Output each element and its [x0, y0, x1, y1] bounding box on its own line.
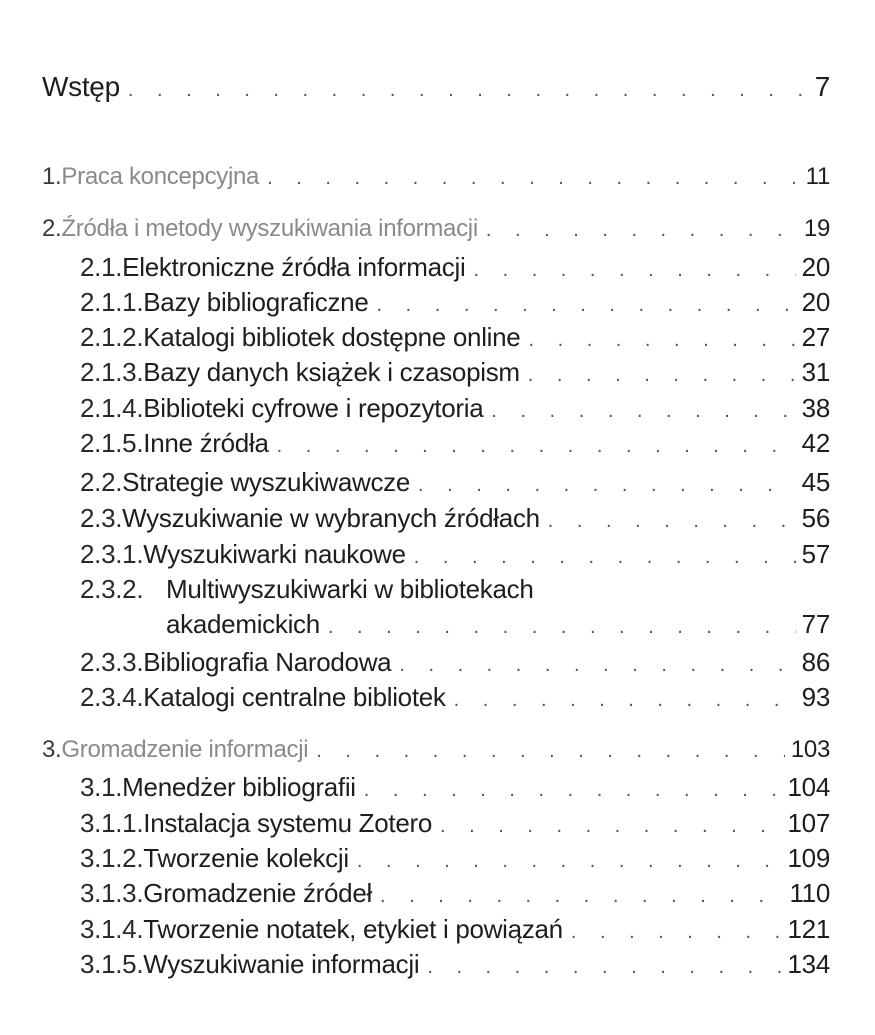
dot-leader — [440, 809, 782, 843]
toc-entry-intro[interactable] — [42, 70, 830, 107]
toc-entry-number: 2.1.2. — [80, 322, 144, 352]
dot-leader — [427, 950, 781, 984]
toc-entry[interactable] — [80, 680, 830, 717]
dot-leader — [454, 683, 796, 717]
toc-entry-page: 27 — [801, 322, 830, 352]
toc-entry-page: 19 — [803, 215, 830, 242]
toc-entry-title: Wstęp — [42, 71, 120, 102]
toc-chapter-1[interactable] — [42, 160, 830, 195]
toc-entry-title: Katalogi bibliotek dostępne online — [143, 322, 521, 352]
toc-entry[interactable] — [80, 537, 830, 574]
toc-entry[interactable] — [80, 947, 830, 984]
toc-entry-page: 11 — [805, 163, 830, 190]
toc-entry-page: 107 — [787, 808, 830, 838]
dot-leader — [277, 429, 796, 463]
dot-leader — [377, 288, 796, 322]
toc-entry-page: 93 — [801, 682, 830, 712]
dot-leader — [399, 648, 795, 682]
toc-entry-title: Multiwyszukiwarki w bibliotekach — [166, 574, 534, 604]
toc-entry[interactable] — [80, 572, 830, 606]
toc-entry-title: Gromadzenie informacji — [61, 736, 309, 763]
toc-entry-title: Instalacja systemu Zotero — [143, 808, 432, 838]
toc-entry-number: 2.3.2. — [80, 574, 144, 604]
toc-entry[interactable] — [80, 501, 830, 538]
toc-entry-number: 3.1.5. — [80, 949, 144, 979]
toc-entry-page: 103 — [790, 736, 830, 763]
dot-leader — [486, 213, 798, 247]
toc-entry-page: 7 — [814, 71, 830, 102]
toc-entry[interactable] — [80, 320, 830, 357]
toc-entry-page: 57 — [801, 539, 830, 569]
toc-entry-title: Bazy bibliograficzne — [143, 287, 369, 317]
toc-entry-number: 3.1.4. — [80, 914, 144, 944]
dot-leader — [414, 540, 796, 574]
toc-entry-page: 42 — [801, 428, 830, 458]
toc-entry[interactable] — [80, 876, 830, 913]
toc-entry-page: 31 — [801, 357, 830, 387]
toc-entry-page: 86 — [801, 647, 830, 677]
toc-entry[interactable] — [80, 285, 830, 322]
dot-leader — [548, 504, 796, 538]
toc-entry-number: 2.3. — [80, 503, 123, 533]
toc-entry[interactable] — [80, 426, 830, 463]
toc-entry-number: 1. — [42, 163, 62, 190]
toc-entry-number: 2. — [42, 215, 62, 242]
toc-entry-title: Elektroniczne źródła informacji — [122, 252, 466, 282]
toc-entry-title: Bazy danych książek i czasopism — [143, 357, 520, 387]
dot-leader — [128, 73, 809, 107]
toc-entry-title: Biblioteki cyfrowe i repozytoria — [143, 393, 484, 423]
toc-entry-number: 2.3.1. — [80, 539, 144, 569]
toc-entry-title: Katalogi centralne bibliotek — [143, 682, 446, 712]
toc-entry-title: Praca koncepcyjna — [61, 163, 260, 190]
toc-entry-number: 2.3.3. — [80, 647, 144, 677]
toc-entry-number: 2.1.4. — [80, 393, 144, 423]
dot-leader — [380, 879, 783, 913]
toc-entry-number: 3.1.2. — [80, 843, 144, 873]
toc-entry-number: 2.1. — [80, 252, 123, 282]
toc-entry-title: Strategie wyszukiwawcze — [122, 467, 411, 497]
toc-entry-number: 2.1.1. — [80, 287, 144, 317]
toc-entry-number: 3.1.3. — [80, 878, 144, 908]
dot-leader — [418, 468, 796, 502]
toc-entry[interactable] — [80, 391, 830, 428]
dot-leader — [267, 161, 800, 195]
toc-entry-page: 134 — [787, 949, 830, 979]
toc-entry-number: 3.1. — [80, 772, 123, 802]
toc-entry-title: Wyszukiwarki naukowe — [143, 539, 406, 569]
toc-entry[interactable] — [80, 645, 830, 682]
toc-entry-continuation[interactable] — [80, 607, 830, 644]
toc-entry-title: Menedżer bibliografii — [122, 772, 356, 802]
toc-entry-page: 20 — [801, 252, 830, 282]
toc-entry-title: Bibliografia Narodowa — [143, 647, 392, 677]
toc-entry-page: 109 — [787, 843, 830, 873]
toc-entry[interactable] — [80, 770, 830, 807]
toc-entry-title-continuation: akademickich — [166, 609, 320, 639]
toc-entry-title: Tworzenie kolekcji — [143, 843, 349, 873]
toc-entry-page: 56 — [801, 503, 830, 533]
dot-leader — [528, 358, 796, 392]
toc-entry-title: Źródła i metody wyszukiwania informacji — [61, 215, 478, 242]
toc-chapter-3[interactable] — [42, 733, 830, 768]
toc-entry-number: 2.2. — [80, 467, 123, 497]
toc-entry[interactable] — [80, 841, 830, 878]
dot-leader — [571, 915, 782, 949]
dot-leader — [328, 610, 796, 644]
dot-leader — [364, 773, 782, 807]
toc-entry-number: 2.3.4. — [80, 682, 144, 712]
toc-entry-title: Wyszukiwanie informacji — [143, 949, 420, 979]
toc-entry[interactable] — [80, 912, 830, 949]
toc-entry[interactable] — [80, 250, 830, 287]
toc-entry-page: 77 — [801, 609, 830, 639]
toc-entry[interactable] — [80, 806, 830, 843]
toc-chapter-2[interactable] — [42, 212, 830, 247]
toc-entry-title: Inne źródła — [143, 428, 269, 458]
toc-entry-title: Tworzenie notatek, etykiet i powiązań — [143, 914, 563, 944]
dot-leader — [491, 394, 795, 428]
dot-leader — [473, 253, 795, 287]
toc-entry-page: 104 — [787, 772, 830, 802]
toc-entry-page: 110 — [789, 878, 830, 908]
dot-leader — [316, 734, 785, 768]
dot-leader — [528, 323, 795, 357]
toc-entry-page: 38 — [801, 393, 830, 423]
toc-entry[interactable] — [80, 355, 830, 392]
toc-entry[interactable] — [80, 465, 830, 502]
toc-entry-page: 20 — [801, 287, 830, 317]
toc-entry-number: 3. — [42, 736, 62, 763]
toc-entry-page: 121 — [787, 914, 830, 944]
toc-entry-title: Wyszukiwanie w wybranych źródłach — [122, 503, 540, 533]
toc-entry-page: 45 — [801, 467, 830, 497]
toc-entry-title: Gromadzenie źródeł — [143, 878, 372, 908]
toc-entry-number: 2.1.3. — [80, 357, 144, 387]
toc-entry-number: 3.1.1. — [80, 808, 144, 838]
dot-leader — [357, 844, 782, 878]
toc-entry-number: 2.1.5. — [80, 428, 144, 458]
